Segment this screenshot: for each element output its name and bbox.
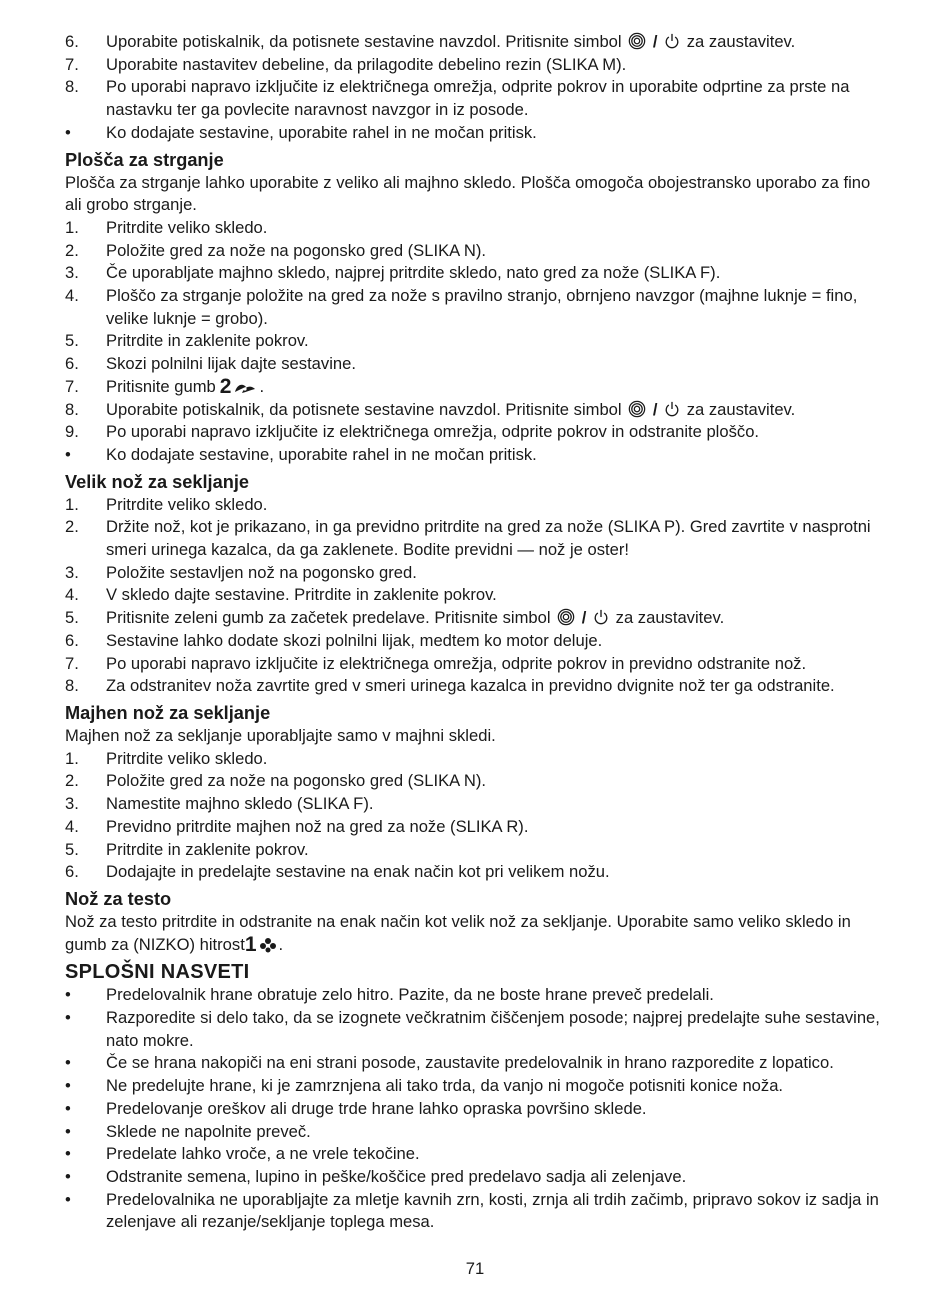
section-intro: Nož za testo pritrdite in odstranite na enak način kot velik nož za sekljanje. Uporabite samo veliko skledo in gumb za (NIZKO) hitrost1 .: [65, 911, 851, 956]
page-number: 71: [465, 1259, 485, 1278]
pulse-spiral-icon: [628, 32, 646, 50]
list-item: 2. Položite gred za nože na pogonsko gred (SLIKA N).: [65, 240, 487, 260]
tips-list: [65, 984, 885, 1234]
big-blade-list: [65, 494, 885, 698]
section-heading-dough: Nož za testo: [65, 888, 172, 909]
page-content: [65, 31, 885, 1234]
list-item: 2. Držite nož, kot je prikazano, in ga previdno pritrdite na gred za nože (SLIKA P). Gred zavrtite v nasprotni smeri urinega kazalca, da ga zaklenete. Bodite previdni — nož je oster!: [65, 517, 871, 560]
list-item: 3. Položite sestavljen nož na pogonsko gred.: [65, 562, 417, 582]
list-item: • Odstranite semena, lupino in peške/koščice pred predelavo sadja ali zelenjave.: [65, 1166, 687, 1186]
list-item: 3. Namestite majhno skledo (SLIKA F).: [65, 794, 374, 814]
list-item: 6. Uporabite potiskalnik, da potisnete sestavine navzdol. Pritisnite simbol / za zaustavitev.: [65, 32, 796, 51]
top-list: [65, 31, 885, 145]
list-item: 8. Uporabite potiskalnik, da potisnete sestavine navzdol. Pritisnite simbol / za zaustavitev.: [65, 399, 796, 419]
list-item: 8. Za odstranitev noža zavrtite gred v smeri urinega kazalca in previdno dvignite nož ter ga odstranite.: [65, 676, 835, 696]
section-heading-big-blade: Velik nož za sekljanje: [65, 471, 249, 492]
pulse-spiral-icon: [628, 400, 646, 418]
pulse-blades-icon: [233, 381, 257, 395]
list-item: 6. Sestavine lahko dodate skozi polnilni lijak, medtem ko motor deluje.: [65, 630, 603, 650]
list-item: 5. Pritrdite in zaklenite pokrov.: [65, 331, 309, 351]
low-speed-icon: [259, 937, 277, 953]
power-icon: [664, 400, 680, 418]
section-intro: Majhen nož za sekljanje uporabljajte samo v majhni skledi.: [65, 725, 496, 745]
list-item: 5. Pritisnite zeleni gumb za začetek predelave. Pritisnite simbol / za zaustavitev.: [65, 608, 725, 628]
list-item: 5. Pritrdite in zaklenite pokrov.: [65, 839, 309, 859]
list-item: • Ne predelujte hrane, ki je zamrznjena ali tako trda, da vanjo ni mogoče potisniti konice noža.: [65, 1076, 784, 1096]
list-item: • Ko dodajate sestavine, uporabite rahel in ne močan pritisk.: [65, 122, 537, 142]
list-item: 1. Pritrdite veliko skledo.: [65, 494, 268, 514]
list-item: 6. Dodajajte in predelajte sestavine na enak način kot pri velikem nožu.: [65, 862, 610, 882]
list-item: • Predelovanje oreškov ali druge trde hrane lahko opraska površino sklede.: [65, 1098, 647, 1118]
speed-2-icon: 2: [219, 374, 232, 398]
list-item: 4. V skledo dajte sestavine. Pritrdite in zaklenite pokrov.: [65, 585, 497, 605]
section-heading-tips: SPLOŠNI NASVETI: [65, 961, 250, 984]
list-item: • Ko dodajate sestavine, uporabite rahel in ne močan pritisk.: [65, 444, 537, 464]
list-item: 2. Položite gred za nože na pogonsko gred (SLIKA N).: [65, 771, 487, 791]
list-item: • Če se hrana nakopiči na eni strani posode, zaustavite predelovalnik in hrano razporedite z lopatico.: [65, 1053, 834, 1073]
list-item: 7. Pritisnite gumb 2 .: [65, 374, 265, 398]
list-item: 1. Pritrdite veliko skledo.: [65, 217, 268, 237]
list-item: 7. Uporabite nastavitev debeline, da prilagodite debelino rezin (SLIKA M).: [65, 54, 627, 74]
power-icon: [664, 32, 680, 50]
small-blade-list: [65, 748, 885, 884]
list-item: 7. Po uporabi napravo izključite iz električnega omrežja, odprite pokrov in previdno odstranite nož.: [65, 653, 807, 673]
section-heading-small-blade: Majhen nož za sekljanje: [65, 702, 271, 723]
list-item: 1. Pritrdite veliko skledo.: [65, 748, 268, 768]
list-item: 3. Če uporabljate majhno skledo, najprej pritrdite skledo, nato gred za nože (SLIKA F).: [65, 263, 721, 283]
power-icon: [593, 608, 609, 626]
list-item: • Razporedite si delo tako, da se izognete večkratnim čiščenjem posode; najprej predelajte suhe sestavine, nato mokre.: [65, 1008, 880, 1050]
list-item: 9. Po uporabi napravo izključite iz električnega omrežja, odprite pokrov in odstranite ploščo.: [65, 422, 760, 442]
pulse-spiral-icon: [557, 608, 575, 626]
list-item: • Predelate lahko vroče, a ne vrele tekočine.: [65, 1144, 420, 1164]
speed-1-icon: 1: [244, 932, 257, 956]
list-item: 4. Previdno pritrdite majhen nož na gred za nože (SLIKA R).: [65, 816, 529, 836]
list-item: • Predelovalnika ne uporabljajte za mletje kavnih zrn, kosti, zrnja ali trdih začimb, pripravo sokov iz sadja in zelenjave ali rezanje/sekljanje toplega mesa.: [65, 1189, 879, 1232]
list-item: • Sklede ne napolnite preveč.: [65, 1121, 311, 1141]
grater-list: [65, 217, 885, 467]
section-intro: Plošča za strganje lahko uporabite z veliko ali majhno skledo. Plošča omogoča obojestransko uporabo za fino ali grobo strganje.: [65, 172, 871, 215]
list-item: 6. Skozi polnilni lijak dajte sestavine.: [65, 354, 356, 374]
section-heading-grater: Plošča za strganje: [65, 149, 224, 170]
list-item: 4. Ploščo za strganje položite na gred za nože s pravilno stranjo, obrnjeno navzgor (majhne luknje = fino, velike luknje = grobo).: [65, 286, 858, 328]
list-item: • Predelovalnik hrane obratuje zelo hitro. Pazite, da ne boste hrane preveč predelali.: [65, 985, 714, 1005]
list-item: 8. Po uporabi napravo izključite iz električnega omrežja, odprite pokrov in uporabite odprtine za prste na nastavku ter ga povlecite naravnost navzgor in iz posode.: [65, 77, 850, 120]
